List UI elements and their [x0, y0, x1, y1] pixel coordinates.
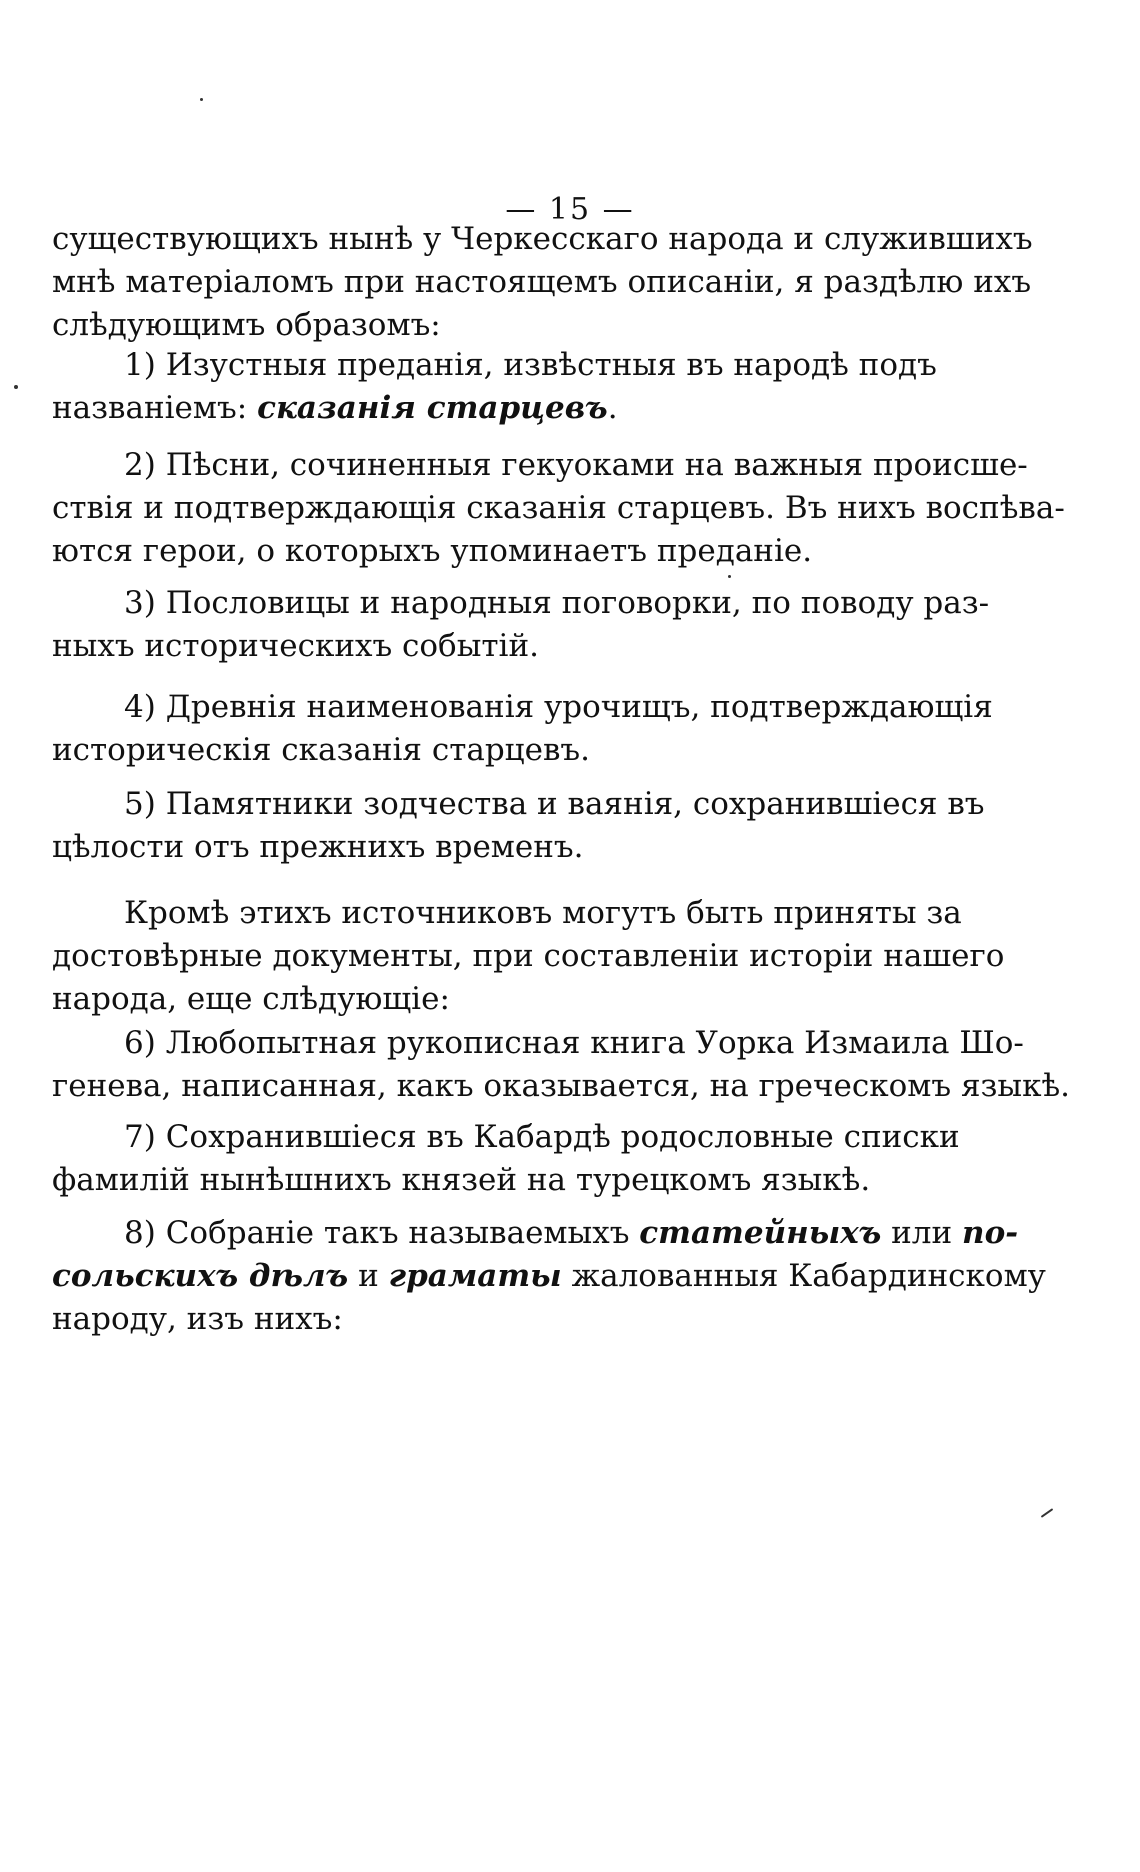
item-number: 8) — [124, 1215, 156, 1251]
item-text: ствія и подтверждающія сказанія старцевъ. Въ нихъ воспѣва- — [52, 490, 1065, 526]
text-line: слѣдующимъ образомъ: — [52, 307, 441, 343]
item-text: историческія сказанія старцевъ. — [52, 732, 590, 768]
scan-speck — [14, 385, 18, 389]
item-text: ныхъ историческихъ событій. — [52, 628, 539, 664]
item-text: народу, изъ нихъ: — [52, 1301, 343, 1337]
item-text: жалованныя Кабардинскому — [571, 1258, 1046, 1294]
item-text: Изустныя преданія, извѣстныя въ народѣ подъ — [165, 347, 937, 383]
list-item-3 — [52, 582, 990, 668]
text-line: Кромѣ этихъ источниковъ могутъ быть приняты за — [124, 895, 962, 931]
item-number: 7) — [124, 1119, 156, 1155]
middle-paragraph — [52, 892, 1005, 1021]
item-text: или — [891, 1215, 953, 1251]
item-text: Собраніе такъ называемыхъ — [165, 1215, 630, 1251]
item-text: фамилій нынѣшнихъ князей на турецкомъ языкѣ. — [52, 1162, 871, 1198]
item-text: Памятники зодчества и ваянія, сохранившіеся въ — [165, 786, 985, 822]
list-item-1: 1) Изустныя преданія, извѣстныя въ народѣ подъ названіемъ: сказанія старцевъ. — [52, 347, 937, 426]
italic-term: статейныхъ — [639, 1215, 882, 1251]
scan-mark — [1041, 1508, 1054, 1518]
item-text: ются герои, о которыхъ упоминаетъ преданіе. — [52, 533, 813, 569]
list-item-8 — [52, 1212, 1046, 1341]
item-text: Сохранившіеся въ Кабардѣ родословные списки — [165, 1119, 960, 1155]
italic-term: сольскихъ дѣлъ — [52, 1258, 349, 1294]
item-text: названіемъ: — [52, 390, 248, 426]
list-item-2 — [52, 444, 1065, 573]
text-line: достовѣрные документы, при составленіи исторіи нашего — [52, 938, 1005, 974]
item-number: 4) — [124, 689, 156, 725]
page-number: — 15 — — [505, 192, 635, 227]
scan-speck — [728, 575, 731, 578]
italic-term: по- — [962, 1215, 1019, 1251]
item-text: Любопытная рукописная книга Уорка Измаила Шо- — [165, 1025, 1024, 1061]
item-text: Древнія наименованія урочищъ, подтверждающія — [165, 689, 993, 725]
list-item-7 — [52, 1116, 960, 1202]
scan-speck — [200, 98, 203, 101]
item-text: Пословицы и народныя поговорки, по поводу раз- — [165, 585, 990, 621]
item-number: 3) — [124, 585, 156, 621]
list-item-6 — [52, 1022, 1071, 1108]
text-line: народа, еще слѣдующіе: — [52, 981, 450, 1017]
intro-paragraph — [52, 218, 1033, 347]
text-line: существующихъ нынѣ у Черкесскаго народа и служившихъ — [52, 221, 1033, 257]
list-item-4 — [52, 686, 993, 772]
item-text: Пѣсни, сочиненныя гекуоками на важныя происше- — [165, 447, 1028, 483]
item-text: и — [358, 1258, 379, 1294]
text-line: мнѣ матеріаломъ при настоящемъ описаніи, я раздѣлю ихъ — [52, 264, 1032, 300]
item-number: 1) — [124, 347, 156, 383]
italic-term: сказанія старцевъ — [257, 390, 608, 426]
item-number: 6) — [124, 1025, 156, 1061]
item-number: 5) — [124, 786, 156, 822]
italic-term: граматы — [388, 1258, 562, 1294]
item-text: генева, написанная, какъ оказывается, на греческомъ языкѣ. — [52, 1068, 1071, 1104]
item-text: цѣлости отъ прежнихъ временъ. — [52, 829, 584, 865]
list-item-5 — [52, 783, 985, 869]
item-number: 2) — [124, 447, 156, 483]
